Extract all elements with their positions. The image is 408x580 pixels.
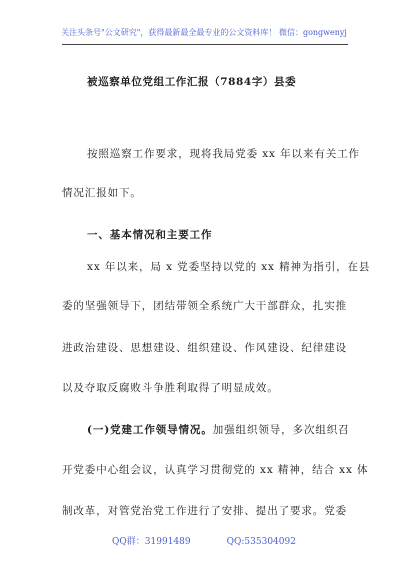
subsection-heading: (一)党建工作领导情况。 (87, 424, 213, 436)
section-heading: 一、基本情况和主要工作 (87, 229, 213, 241)
footer-qq-number: QQ:535304092 (226, 537, 296, 547)
section-para-line-3: 进政治建设、思想建设、组织建设、作风建设、纪律建设 (62, 342, 347, 354)
document-title: 被巡察单位党组工作汇报（7884字）县委 (87, 76, 297, 88)
footer-contact (0, 534, 408, 547)
subsection-para-line-1: 开党委中心组会议，认真学习贯彻党的 xx 精神，结合 xx 体 (62, 464, 369, 476)
subsection-lead-line (87, 422, 350, 437)
subsection-lead-text: 加强组织领导，多次组织召 (212, 424, 350, 436)
section-para-line-2: 委的坚强领导下，团结带领全系统广大干部群众，扎实推 (62, 300, 347, 312)
intro-line-2: 情况汇报如下。 (62, 187, 142, 199)
header-banner: 关注头条号"公文研究"，获得最新最全最专业的公文资料库！ 微信：gongwenyj (61, 28, 347, 37)
section-para-line-1: xx 年以来，局 x 党委坚持以党的 xx 精神为指引，在县 (87, 261, 371, 273)
footer-qq-group: QQ群：31991489 (112, 537, 191, 547)
section-para-line-4: 以及夺取反腐败斗争胜利取得了明显成效。 (62, 382, 279, 394)
intro-line-1: 按照巡察工作要求，现将我局党委 xx 年以来有关工作 (87, 148, 360, 160)
header-divider (62, 44, 348, 45)
subsection-para-line-2: 制改革，对管党治党工作进行了安排、提出了要求。党委 (62, 505, 347, 517)
